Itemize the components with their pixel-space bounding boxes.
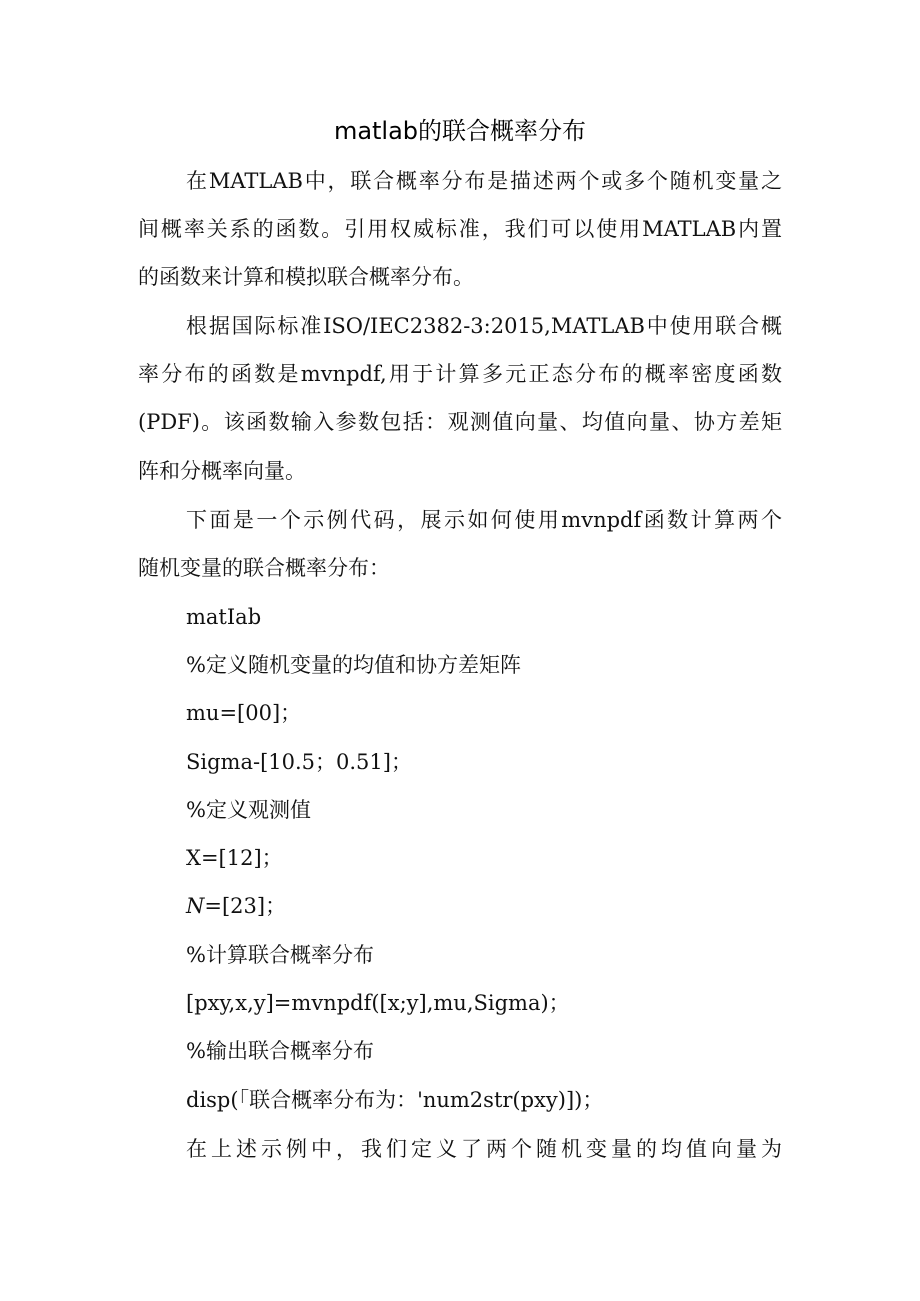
code-line-6: [186, 890, 286, 922]
document-title: matlab的联合概率分布: [333, 117, 587, 145]
code-line-6-italic-prefix: N: [186, 894, 205, 918]
code-language-label: matIab: [186, 605, 262, 629]
code-line-10: disp(「联合概率分布为：'num2str(pxy)])；: [186, 1088, 604, 1112]
code-line-5: X=[12]；: [186, 846, 283, 870]
paragraph-2-line-3: (PDF)。该函数输入参数包括：观测值向量、均值向量、协方差矩: [138, 410, 782, 434]
paragraph-2-line-4: 阵和分概率向量。: [138, 459, 306, 483]
code-line-8: [pxy,x,y]=mvnpdf([x;y],mu,Sigma)；: [186, 991, 570, 1015]
paragraph-1-line-2: 间概率关系的函数。引用权威标准，我们可以使用MATLAB内置: [138, 217, 782, 241]
code-line-7: %计算联合概率分布: [186, 943, 374, 967]
code-line-3: Sigma-[10.5；0.51]；: [186, 750, 412, 774]
code-line-2: mu=[00]；: [186, 701, 302, 725]
code-line-1: %定义随机变量的均值和协方差矩阵: [186, 653, 521, 677]
paragraph-1-line-1: 在MATLAB中，联合概率分布是描述两个或多个随机变量之: [186, 169, 782, 193]
paragraph-2-line-1: 根据国际标准ISO/IEC2382-3:2015,MATLAB中使用联合概: [186, 314, 782, 338]
code-line-4: %定义观测值: [186, 798, 311, 822]
paragraph-1-line-3: 的函数来计算和模拟联合概率分布。: [138, 265, 474, 289]
paragraph-3-line-1: 下面是一个示例代码，展示如何使用mvnpdf函数计算两个: [186, 508, 782, 532]
closing-paragraph-line-1: 在上述示例中，我们定义了两个随机变量的均值向量为: [186, 1137, 782, 1161]
code-line-6-text: =[23]；: [204, 894, 287, 918]
paragraph-2-line-2: 率分布的函数是mvnpdf,用于计算多元正态分布的概率密度函数: [138, 362, 782, 386]
paragraph-3-line-2: 随机变量的联合概率分布：: [138, 556, 390, 580]
code-line-9: %输出联合概率分布: [186, 1039, 374, 1063]
